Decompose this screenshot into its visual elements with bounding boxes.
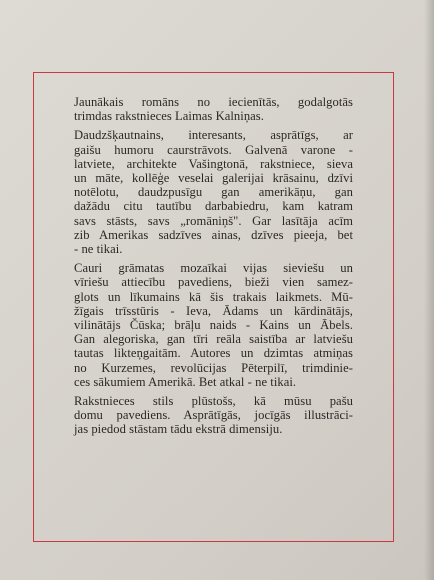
text-line: dažādu citu tautību darbabiedru, kam katram: [74, 199, 353, 214]
paragraph-2: [74, 128, 353, 256]
text-line: notēlotu, daudzpusīgu gan amerikāņu, gan: [74, 185, 353, 200]
paragraph-4: [74, 394, 353, 437]
text-line: latviete, architekte Vašingtonā, rakstniece, sieva: [74, 156, 353, 171]
text-line: ces sākumiem Amerikā. Bet atkal - ne tikai.: [74, 374, 297, 389]
text-line: zib Amerikas sadzīves ainas, dzīves pieeja, bet: [74, 227, 353, 242]
blurb-text: [74, 95, 353, 442]
page-edge-shadow: [424, 0, 434, 580]
text-line: glots un līkumains kā šis trakais laikmets. Mū-: [74, 289, 353, 304]
paragraph-3: [74, 261, 353, 389]
text-line: Daudzšķautnains, interesants, asprātīgs, ar: [74, 128, 353, 143]
text-line: vilinātājs Čūska; brāļu naids - Kains un Ābels.: [74, 318, 353, 333]
paragraph-1: [74, 95, 353, 123]
text-line: žīgais trīsstūris - Ieva, Ādams un kārdinātājs,: [74, 303, 353, 318]
text-line: vīriešu attiecību pavediens, bieži vien samez-: [74, 275, 353, 290]
text-line: domu pavediens. Asprātīgās, jocīgās illustrāci-: [74, 408, 353, 423]
text-line: jas piedod stāstam tādu ekstrā dimensiju.: [74, 422, 283, 437]
text-line: savs stāsts, savs „romāniņš". Gar lasītāja acīm: [74, 213, 353, 228]
text-line: gaišu humoru caurstrāvots. Galvenā varone -: [74, 142, 353, 157]
text-line: Cauri grāmatas mozaīkai vijas sieviešu un: [74, 261, 353, 276]
text-line: Gan alegoriska, gan tīri reāla saistība ar latviešu: [74, 332, 353, 347]
text-line: no Kurzemes, revolūcijas Pēterpilī, trimdinie-: [74, 360, 353, 375]
text-line: un māte, kollēģe veselai galerijai krāsainu, dzīvi: [74, 171, 353, 186]
text-line: Rakstnieces stils plūstošs, kā mūsu pašu: [74, 394, 353, 409]
text-line: tautas likteņgaitām. Autores un dzimtas atmiņas: [74, 346, 353, 361]
text-line: - ne tikai.: [74, 242, 123, 257]
text-line: Jaunākais romāns no iecienītās, godalgotās: [74, 95, 353, 109]
text-line: trimdas rakstnieces Laimas Kalniņas.: [74, 109, 264, 124]
